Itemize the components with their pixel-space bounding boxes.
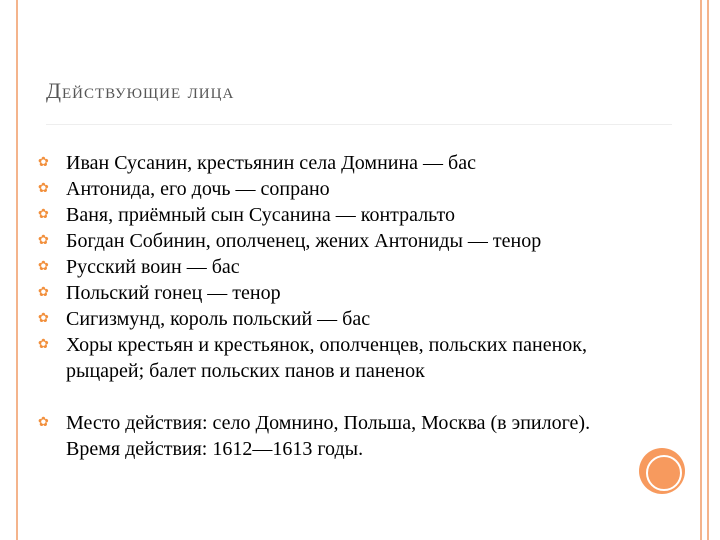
right-border-line-inner	[700, 0, 702, 540]
flower-bullet-icon: ✿	[38, 259, 49, 274]
left-border-line	[16, 0, 18, 540]
slide-title: Действующие лица	[46, 78, 235, 103]
list-item: ✿ Русский воин — бас	[38, 256, 240, 278]
flower-bullet-icon: ✿	[38, 415, 49, 430]
flower-bullet-icon: ✿	[38, 155, 49, 170]
title-divider	[46, 124, 672, 125]
list-item: ✿ Сигизмунд, король польский — бас	[38, 308, 371, 330]
flower-bullet-icon: ✿	[38, 233, 49, 248]
flower-bullet-icon: ✿	[38, 337, 49, 352]
flower-bullet-icon: ✿	[38, 285, 49, 300]
list-item: ✿ Богдан Собинин, ополченец, жених Антониды — тенор	[38, 230, 542, 252]
list-item: ✿ Антонида, его дочь — сопрано	[38, 178, 330, 200]
flower-bullet-icon: ✿	[38, 311, 49, 326]
right-border-line-outer	[707, 0, 709, 540]
list-item: ✿ Польский гонец — тенор	[38, 282, 281, 304]
list-item: ✿ Ваня, приёмный сын Сусанина — контральто	[38, 204, 456, 226]
flower-bullet-icon: ✿	[38, 207, 49, 222]
list-item: ✿ Место действия: село Домнино, Польша, Москва (в эпилоге). Время действия: 1612—1613 годы.	[38, 412, 591, 460]
list-item: ✿ Иван Сусанин, крестьянин села Домнина — бас	[38, 152, 476, 174]
flower-bullet-icon: ✿	[38, 181, 49, 196]
list-item: ✿ Хоры крестьян и крестьянок, ополченцев, польских паненок, рыцарей; балет польских панов и паненок	[38, 334, 588, 382]
cast-list	[38, 150, 638, 462]
decorative-ring	[646, 455, 682, 491]
